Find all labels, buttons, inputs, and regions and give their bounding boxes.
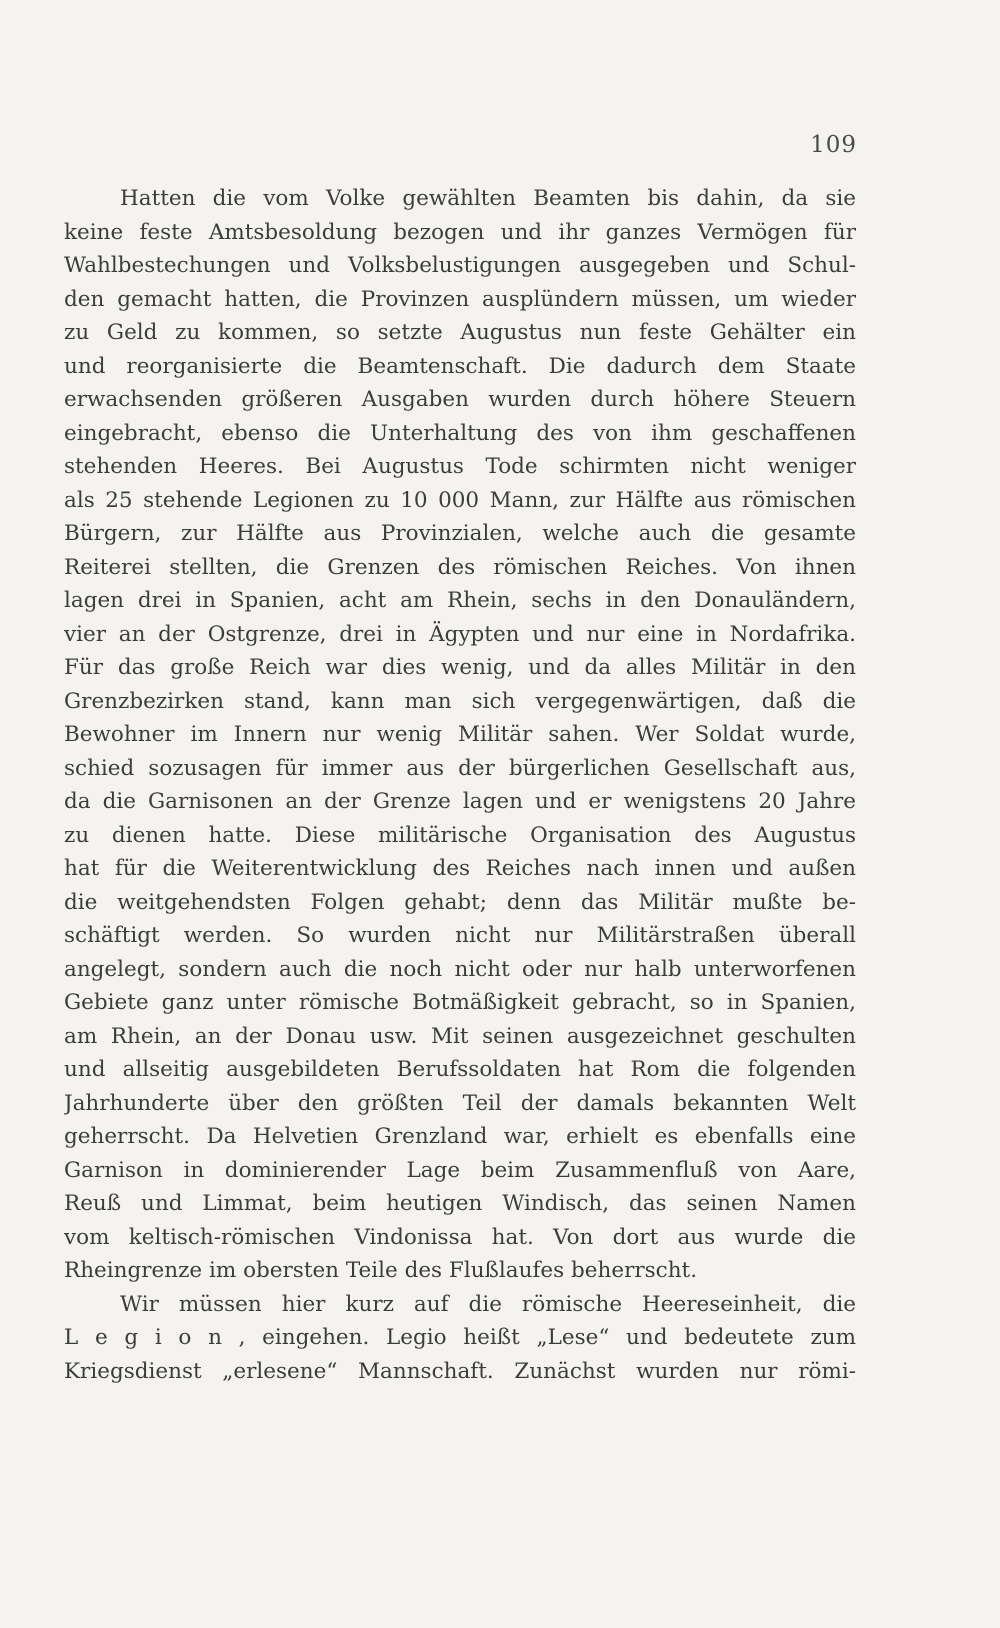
text-line: und allseitig ausgebildeten Berufssoldaten hat Rom die folgenden — [64, 1057, 856, 1082]
text-line: hat für die Weiterentwicklung des Reiches nach innen und außen — [64, 856, 856, 881]
text-line: die weitgehendsten Folgen gehabt; denn das Militär mußte be- — [64, 889, 856, 915]
text-line: Hatten die vom Volke gewählten Beamten bis dahin, da sie — [120, 186, 856, 211]
text-line: vom keltisch-römischen Vindonissa hat. Von dort aus wurde die — [64, 1224, 856, 1250]
text-line: stehenden Heeres. Bei Augustus Tode schirmten nicht weniger — [64, 454, 856, 479]
body-text — [64, 182, 856, 1388]
text-line: Jahrhunderte über den größten Teil der damals bekannten Welt — [64, 1090, 856, 1116]
text-line: vier an der Ostgrenze, drei in Ägypten und nur eine in Nordafrika. — [64, 621, 856, 647]
text-line: Garnison in dominierender Lage beim Zusammenfluß von Aare, — [64, 1157, 856, 1183]
text-line: angelegt, sondern auch die noch nicht oder nur halb unterworfenen — [64, 956, 856, 982]
text-line: Wahlbestechungen und Volksbelustigungen ausgegeben und Schul- — [64, 253, 856, 278]
text-line: zu Geld zu kommen, so setzte Augustus nun feste Gehälter ein — [64, 320, 856, 345]
text-line: Grenzbezirken stand, kann man sich vergegenwärtigen, daß die — [64, 688, 856, 714]
text-line: Bewohner im Innern nur wenig Militär sahen. Wer Soldat wurde, — [64, 722, 856, 747]
text-line: Rheingrenze im obersten Teile des Flußlaufes beherrscht. — [64, 1258, 698, 1283]
text-line: keine feste Amtsbesoldung bezogen und ihr ganzes Vermögen für — [64, 219, 856, 245]
text-line: als 25 stehende Legionen zu 10 000 Mann, zur Hälfte aus römischen — [64, 487, 856, 513]
text-line: Gebiete ganz unter römische Botmäßigkeit gebracht, so in Spanien, — [64, 990, 856, 1015]
text-line: Wir müssen hier kurz auf die römische Heereseinheit, die — [120, 1291, 856, 1317]
text-line: lagen drei in Spanien, acht am Rhein, sechs in den Donauländern, — [64, 588, 856, 613]
text-line: erwachsenden größeren Ausgaben wurden durch höhere Steuern — [64, 387, 856, 412]
text-line: Für das große Reich war dies wenig, und da alles Militär in den — [64, 655, 856, 680]
text-line: Bürgern, zur Hälfte aus Provinzialen, welche auch die gesamte — [64, 521, 856, 546]
text-line: eingebracht, ebenso die Unterhaltung des von ihm geschaffenen — [64, 420, 856, 446]
text-line: am Rhein, an der Donau usw. Mit seinen ausgezeichnet geschulten — [64, 1023, 856, 1049]
page-number: 109 — [810, 132, 857, 158]
text-line: L e g i o n , eingehen. Legio heißt „Lese“ und bedeutete zum — [64, 1325, 856, 1350]
text-line: Reuß und Limmat, beim heutigen Windisch, das seinen Namen — [64, 1191, 856, 1216]
text-line: Kriegsdienst „erlesene“ Mannschaft. Zunächst wurden nur römi- — [64, 1358, 856, 1384]
text-line: schäftigt werden. So wurden nicht nur Militärstraßen überall — [64, 923, 856, 948]
text-line: zu dienen hatte. Diese militärische Organisation des Augustus — [64, 822, 856, 848]
text-line: geherrscht. Da Helvetien Grenzland war, erhielt es ebenfalls eine — [64, 1124, 856, 1149]
text-line: da die Garnisonen an der Grenze lagen und er wenigstens 20 Jahre — [64, 789, 856, 814]
text-line: und reorganisierte die Beamtenschaft. Die dadurch dem Staate — [64, 353, 856, 379]
text-line: schied sozusagen für immer aus der bürgerlichen Gesellschaft aus, — [64, 755, 856, 781]
text-line: den gemacht hatten, die Provinzen ausplündern müssen, um wieder — [64, 286, 856, 312]
text-line: Reiterei stellten, die Grenzen des römischen Reiches. Von ihnen — [64, 554, 856, 580]
